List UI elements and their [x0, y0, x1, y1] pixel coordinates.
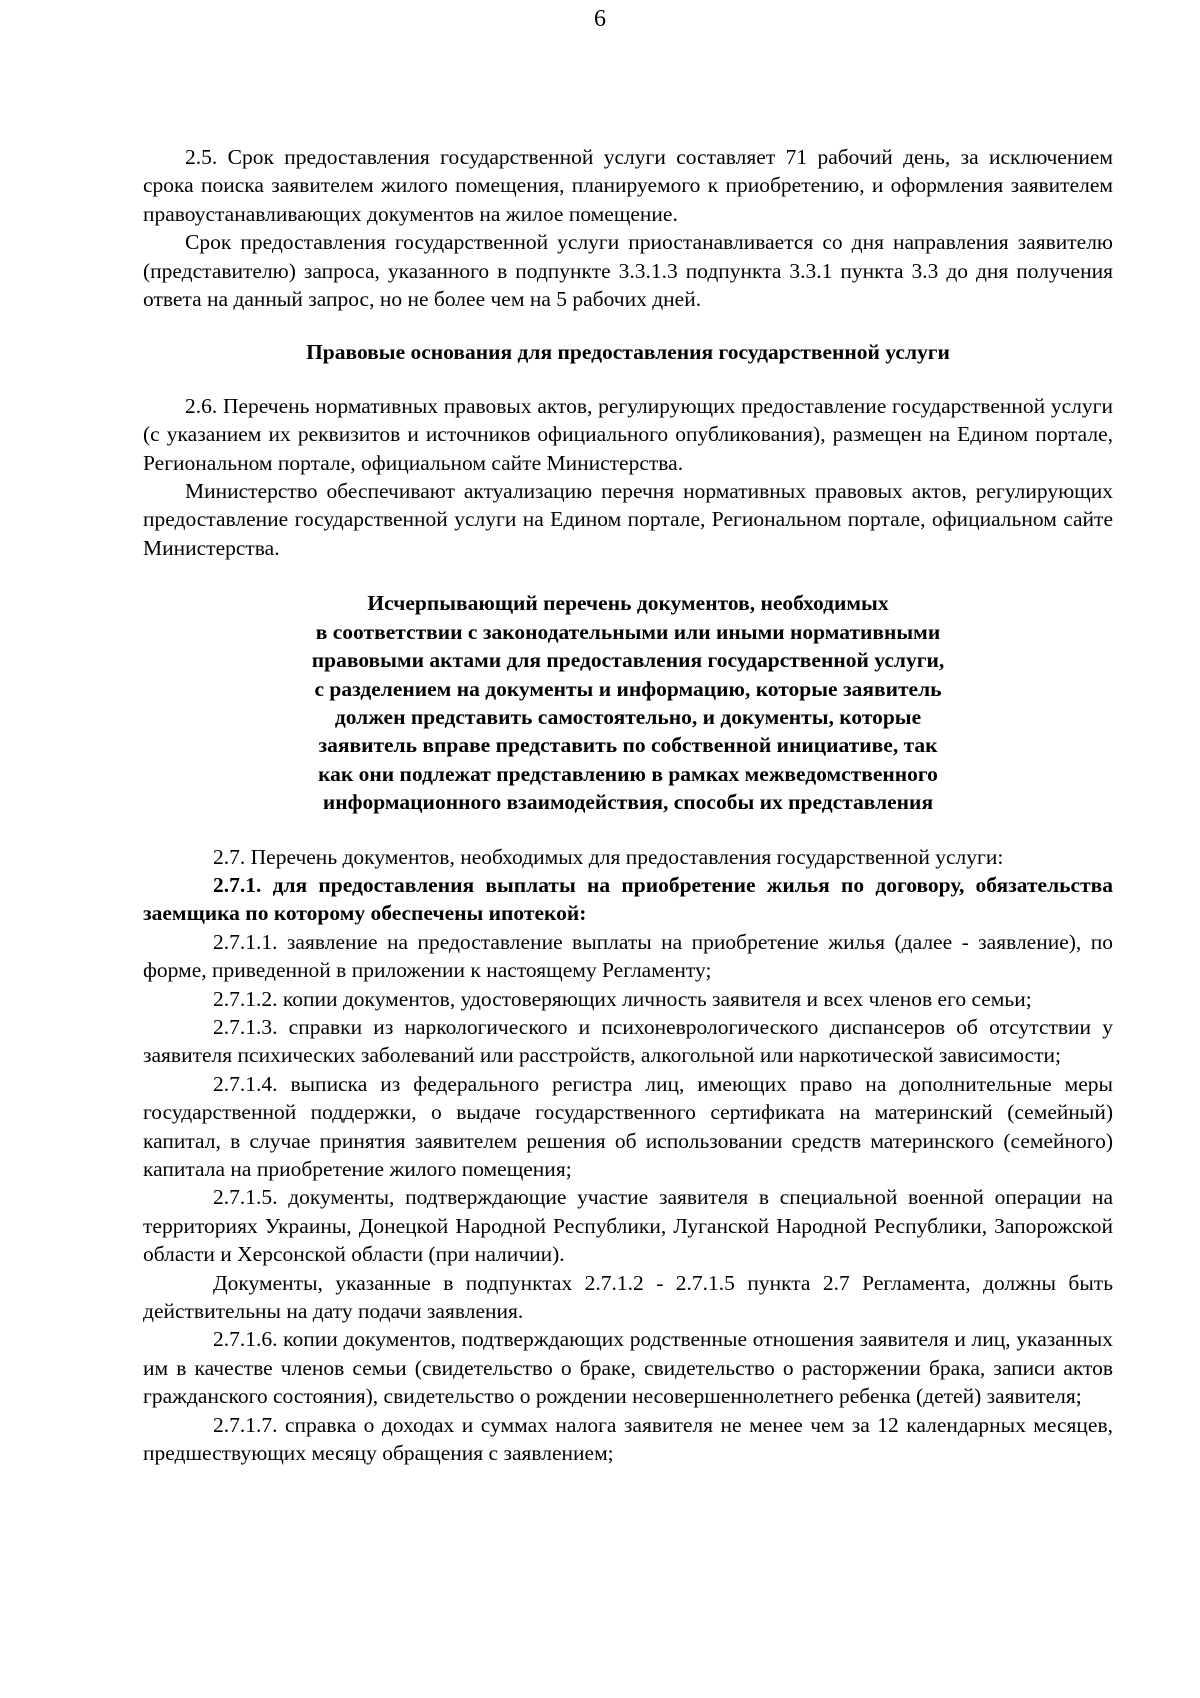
- item-2-7-1-4: 2.7.1.4. выписка из федерального регистра лиц, имеющих право на дополнительные меры государственной поддержки, о выдаче государственного сертификата на материнский (семейный) капитал, в случае принятия заявителем решения об использовании средств материнского (семейного) капитала на приобретение жилого помещения;: [143, 1071, 1113, 1181]
- heading-line: должен представить самостоятельно, и документы, которые: [334, 704, 922, 729]
- paragraph-2-5: 2.5. Срок предоставления государственной услуги составляет 71 рабочий день, за исключением срока поиска заявителем жилого помещения, планируемого к приобретению, и оформления заявителем правоустанавливающих документов на жилое помещение.: [143, 145, 1113, 226]
- paragraph-2-5-suspension: Срок предоставления государственной услуги приостанавливается со дня направления заявителю (представителю) запроса, указанного в подпункте 3.3.1.3 подпункта 3.3.1 пункта 3.3 до дня получения ответа на данный запрос, но не более чем на 5 рабочих дней.: [143, 230, 1113, 312]
- heading-line: Исчерпывающий перечень документов, необходимых: [367, 591, 889, 616]
- paragraph-2-6-update: Министерство обеспечивают актуализацию перечня нормативных правовых актов, регулирующих предоставление государственной услуги на Едином портале, Региональном портале, официальном сайте Министерства.: [143, 479, 1113, 560]
- paragraph-2-7: 2.7. Перечень документов, необходимых для предоставления государственной услуги:: [213, 844, 1004, 869]
- page-number: 6: [594, 6, 606, 32]
- heading-line: заявитель вправе представить по собственной инициативе, так: [318, 733, 938, 758]
- item-2-7-1-3: 2.7.1.3. справки из наркологического и психоневрологического диспансеров об отсутствии у заявителя психических заболеваний или расстройств, алкогольной или наркотической зависимости;: [143, 1014, 1113, 1068]
- heading-line: правовыми актами для предоставления государственной услуги,: [311, 648, 945, 673]
- item-2-7-1-1: 2.7.1.1. заявление на предоставление выплаты на приобретение жилья (далее - заявление), по форме, приведенной в приложении к настоящему Регламенту;: [143, 929, 1113, 983]
- item-2-7-1-2: 2.7.1.2. копии документов, удостоверяющих личность заявителя и всех членов его семьи;: [213, 986, 1032, 1011]
- heading-documents-list: [143, 589, 1113, 816]
- heading-legal-basis: Правовые основания для предоставления государственной услуги: [306, 340, 950, 365]
- heading-line: как они подлежат представлению в рамках межведомственного: [318, 761, 938, 786]
- heading-line: с разделением на документы и информацию, которые заявитель: [314, 676, 942, 701]
- item-2-7-1-5: 2.7.1.5. документы, подтверждающие участие заявителя в специальной военной операции на территориях Украины, Донецкой Народной Республики, Луганской Народной Республики, Запорожской области и Херсонской области (при наличии).: [143, 1185, 1113, 1267]
- heading-line: информационного взаимодействия, способы их представления: [322, 790, 934, 815]
- item-2-7-1-7: 2.7.1.7. справка о доходах и суммах налога заявителя не менее чем за 12 календарных месяцев, предшествующих месяцу обращения с заявлением;: [143, 1412, 1113, 1466]
- validity-note: Документы, указанные в подпунктах 2.7.1.2 - 2.7.1.5 пункта 2.7 Регламента, должны быть действительны на дату подачи заявления.: [143, 1270, 1113, 1324]
- heading-line: в соответствии с законодательными или иными нормативными: [315, 619, 941, 644]
- subparagraph-2-7-1: 2.7.1. для предоставления выплаты на приобретение жилья по договору, обязательства заемщика по которому обеспечены ипотекой:: [143, 872, 1113, 926]
- document-body: [143, 143, 1113, 1467]
- paragraph-2-6: 2.6. Перечень нормативных правовых актов, регулирующих предоставление государственной услуги (с указанием их реквизитов и источников официального опубликования), размещен на Едином портале, Региональном портале, официальном сайте Министерства.: [143, 393, 1113, 475]
- item-2-7-1-6: 2.7.1.6. копии документов, подтверждающих родственные отношения заявителя и лиц, указанных им в качестве членов семьи (свидетельство о браке, свидетельство о расторжении брака, записи актов гражданского состояния), свидетельство о рождении несовершеннолетнего ребенка (детей) заявителя;: [143, 1327, 1113, 1409]
